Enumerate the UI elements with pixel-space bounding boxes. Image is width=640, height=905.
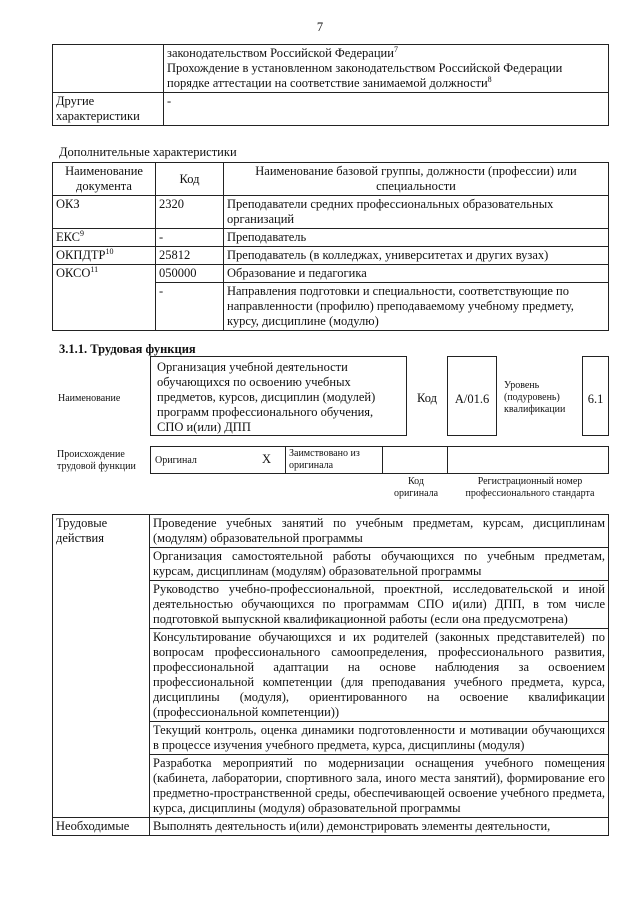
additional-characteristics-heading: Дополнительные характеристики	[59, 145, 237, 159]
footnote-8: 8	[487, 74, 492, 84]
header-group-name: Наименование базовой группы, должности (профессии) или специальности	[224, 163, 609, 196]
original-mark: X	[262, 452, 272, 466]
level-value: 6.1	[587, 392, 604, 406]
footnote-7: 7	[393, 44, 398, 54]
labor-action-item: Консультирование обучающихся и их родителей (законных представителей) по вопросам профессионального самоопределения, профессионального развития, профессиональной адаптации на основе наблюдения за освоением профессиональной компетенции (для преподавания учебного предмета, курса, дисциплины (модуля), ориентированного на освоение квалификации (профессиональной компетенции))	[150, 629, 609, 722]
labor-action-item: Текущий контроль, оценка динамики подготовленности и мотивации обучающихся в процессе изучения учебного предмета, курса, дисциплины (модуля)	[150, 722, 609, 755]
doc-cell	[53, 196, 156, 229]
origin-row	[150, 446, 609, 474]
group-name-cell: Преподаватели средних профессиональных образовательных организаций	[224, 196, 609, 229]
header-document: Наименование документа	[53, 163, 156, 196]
page-number: 7	[316, 20, 324, 34]
code-cell: -	[156, 229, 224, 247]
original-label: Оригинал	[155, 455, 197, 466]
origin-divider	[447, 446, 448, 474]
labor-action-item: Проведение учебных занятий по учебным предметам, курсам, дисциплинам (модулям) образовательной программы	[150, 515, 609, 548]
function-name-box	[150, 356, 407, 436]
borrowed-label: Заимствовано из оригинала	[289, 448, 360, 471]
level-box	[582, 356, 609, 436]
reg-number-caption: Регистрационный номер профессионального стандарта	[465, 476, 595, 499]
header-code: Код	[156, 163, 224, 196]
origin-divider	[382, 446, 383, 474]
level-label: Уровень (подуровень) квалификации	[504, 380, 566, 415]
code-box	[447, 356, 497, 436]
group-name-cell: Преподаватель	[224, 229, 609, 247]
doc-cell	[53, 229, 156, 247]
doc-name: ЕКС	[56, 230, 80, 244]
labor-action-item: Руководство учебно-профессиональной, проектной, исследовательской и иной деятельностью обучающихся по программам СПО и(или) ДПП, в том числе подготовкой выпускной квалификационной работы (если она предусмотрена)	[150, 581, 609, 629]
code-original-caption: Код оригинала	[393, 476, 439, 499]
top-table-empty-cell	[53, 45, 164, 93]
doc-cell	[53, 247, 156, 265]
origin-divider	[285, 446, 286, 474]
labor-function-heading: 3.1.1. Трудовая функция	[59, 342, 196, 356]
footnote-10: 10	[105, 246, 114, 256]
top-table-requirements-cell	[164, 45, 609, 93]
required-skills-label: Необходимые	[53, 818, 150, 836]
group-name-cell: Направления подготовки и специальности, соответствующие по направленности (профилю) преподаваемому учебному предмету, курсу, дисциплине (модулю)	[224, 283, 609, 331]
function-name-label: Наименование	[58, 393, 121, 404]
doc-name: ОКСО	[56, 266, 91, 280]
labor-actions-table	[52, 514, 609, 836]
labor-action-item: Организация самостоятельной работы обучающихся по учебным предметам, курсам, дисциплинам (модулям) образовательной программы	[150, 548, 609, 581]
origin-label: Происхождение трудовой функции	[57, 449, 136, 472]
code-cell: 2320	[156, 196, 224, 229]
required-skills-value: Выполнять деятельность и(или) демонстрировать элементы деятельности,	[150, 818, 609, 836]
additional-characteristics-table	[52, 162, 609, 331]
code-cell: 25812	[156, 247, 224, 265]
requirements-line-2: Прохождение в установленном законодательством Российской Федерации порядке аттестации на соответствие занимаемой должности	[167, 61, 563, 90]
requirements-line-1: законодательством Российской Федерации	[167, 46, 394, 60]
code-value: А/01.6	[454, 392, 490, 406]
doc-name: ОКЗ	[56, 197, 80, 211]
other-characteristics-label: Другие характеристики	[53, 93, 164, 126]
top-table	[52, 44, 609, 126]
group-name-cell: Образование и педагогика	[224, 265, 609, 283]
code-label: Код	[417, 391, 437, 405]
labor-actions-label: Трудовые действия	[53, 515, 150, 818]
other-characteristics-value: -	[164, 93, 609, 126]
labor-action-item: Разработка мероприятий по модернизации оснащения учебного помещения (кабинета, лаборатории, спортивного зала, иного места занятий), формирование его предметно-пространственной среды, обеспечивающей освоение учебного предмета, курса, дисциплины (модуля) образовательной программы	[150, 755, 609, 818]
function-name-value: Организация учебной деятельности обучающихся по освоению учебных предметов, курсов, дисциплин (модулей) программ профессионального обучения, СПО и(или) ДПП	[157, 360, 376, 434]
group-name-cell: Преподаватель (в колледжах, университетах и других вузах)	[224, 247, 609, 265]
doc-cell	[53, 265, 156, 331]
doc-name: ОКПДТР	[56, 248, 106, 262]
footnote-9: 9	[80, 228, 84, 238]
footnote-11: 11	[90, 264, 99, 274]
code-cell: 050000	[156, 265, 224, 283]
code-cell: -	[156, 283, 224, 331]
